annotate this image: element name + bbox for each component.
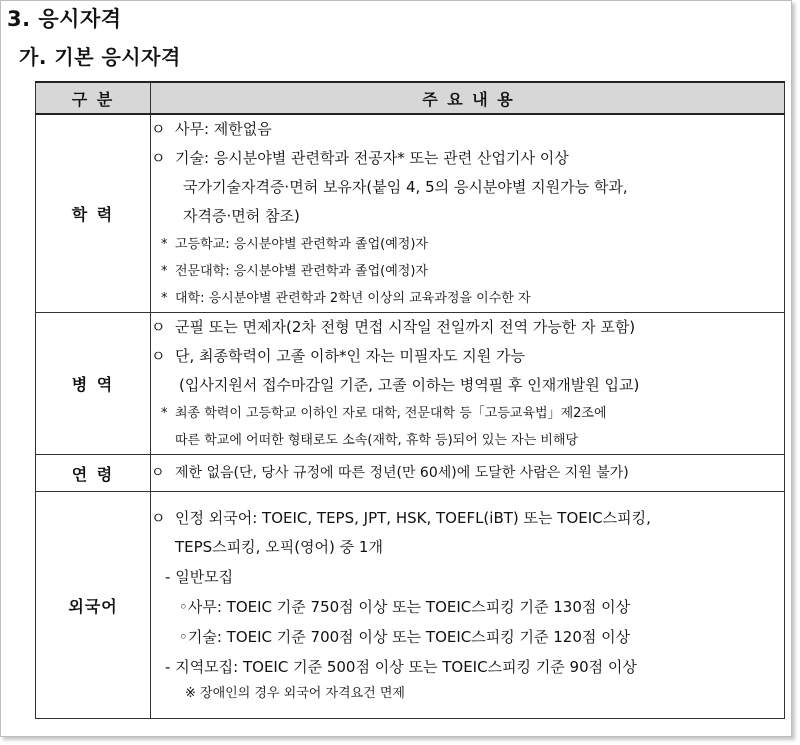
small-circle-bullet-icon: ◦ — [179, 628, 188, 646]
table-header-row — [36, 82, 785, 114]
asterisk-icon: * — [161, 406, 168, 421]
row-education — [36, 114, 785, 313]
circle-bullet-icon: ㅇ — [151, 347, 166, 365]
list-item: ㅇ 기술: 응시분야별 관련학과 전공자* 또는 관련 산업기사 이상 — [151, 144, 784, 173]
content-language — [151, 492, 785, 719]
row-language — [36, 492, 785, 719]
footnote: * 최종 학력이 고등학교 이하인 자로 대학, 전문대학 등「고등교육법」제2조에 — [151, 400, 784, 427]
circle-bullet-icon: ㅇ — [151, 509, 166, 527]
list-item: ㅇ 군필 또는 면제자(2차 전형 면접 시작일 전일까지 전역 가능한 자 포함) — [151, 313, 784, 342]
list-item: ㅇ 사무: 제한없음 — [151, 115, 784, 144]
reference-note: ※ 장애인의 경우 외국어 자격요건 면제 — [185, 686, 405, 701]
asterisk-icon: * — [161, 291, 168, 306]
sub-heading-general: - 일반모집 — [165, 568, 234, 586]
list-item: ㅇ 단, 최종학력이 고졸 이하*인 자는 미필자도 지원 가능 — [151, 342, 784, 371]
label-age: 연 령 — [36, 455, 151, 492]
header-category: 구 분 — [36, 82, 151, 114]
list-item-continued: TEPS스피킹, 오픽(영어) 중 1개 — [175, 538, 383, 556]
header-content: 주 요 내 용 — [151, 82, 785, 114]
list-item: ㅇ 인정 외국어: TOEIC, TEPS, JPT, HSK, TOEFL(iBT) 또는 TOEIC스피킹, — [151, 504, 784, 533]
footnote-continued: 따른 학교에 어떠한 형태로도 소속(재학, 휴학 등)되어 있는 자는 비해당 — [175, 433, 579, 448]
row-military — [36, 313, 785, 455]
footnote: * 고등학교: 응시분야별 관련학과 졸업(예정)자 — [151, 231, 784, 258]
content-military — [151, 313, 785, 455]
dash-icon: - — [165, 658, 171, 676]
list-item: ㅇ 제한 없음(단, 당사 규정에 따른 정년(만 60세)에 도달한 사람은 지원 불가) — [151, 459, 784, 488]
circle-bullet-icon: ㅇ — [151, 120, 166, 138]
dash-icon: - — [165, 568, 171, 586]
content-education — [151, 114, 785, 313]
requirements-table — [35, 81, 785, 719]
small-circle-bullet-icon: ◦ — [179, 598, 188, 616]
label-military: 병 역 — [36, 313, 151, 455]
circle-bullet-icon: ㅇ — [151, 318, 166, 336]
list-item-continued: 국가기술자격증·면허 보유자(붙임 4, 5의 응시분야별 지원가능 학과, — [183, 178, 628, 196]
subsection-title: 가. 기본 응시자격 — [19, 45, 181, 69]
content-age — [151, 455, 785, 492]
reference-mark-icon: ※ — [185, 686, 196, 701]
row-age — [36, 455, 785, 492]
footnote: * 대학: 응시분야별 관련학과 2학년 이상의 교육과정을 이수한 자 — [151, 285, 784, 312]
section-title: 3. 응시자격 — [7, 7, 122, 31]
footnote: * 전문대학: 응시분야별 관련학과 졸업(예정)자 — [151, 258, 784, 285]
list-item-continued: (입사지원서 접수마감일 기준, 고졸 이하는 병역필 후 인재개발원 입교) — [179, 376, 640, 394]
sub-item-tech: ◦기술: TOEIC 기준 700점 이상 또는 TOEIC스피킹 기준 120점 이상 — [179, 628, 631, 646]
label-language: 외국어 — [36, 492, 151, 719]
asterisk-icon: * — [161, 237, 168, 252]
list-item-continued: 자격증·면허 참조) — [183, 207, 300, 225]
sub-heading-regional: - 지역모집: TOEIC 기준 500점 이상 또는 TOEIC스피킹 기준 90점 이상 — [165, 658, 637, 676]
circle-bullet-icon: ㅇ — [151, 464, 165, 481]
asterisk-icon: * — [161, 264, 168, 279]
label-education: 학 력 — [36, 114, 151, 313]
sub-item-office: ◦사무: TOEIC 기준 750점 이상 또는 TOEIC스피킹 기준 130점 이상 — [179, 598, 631, 616]
circle-bullet-icon: ㅇ — [151, 149, 166, 167]
